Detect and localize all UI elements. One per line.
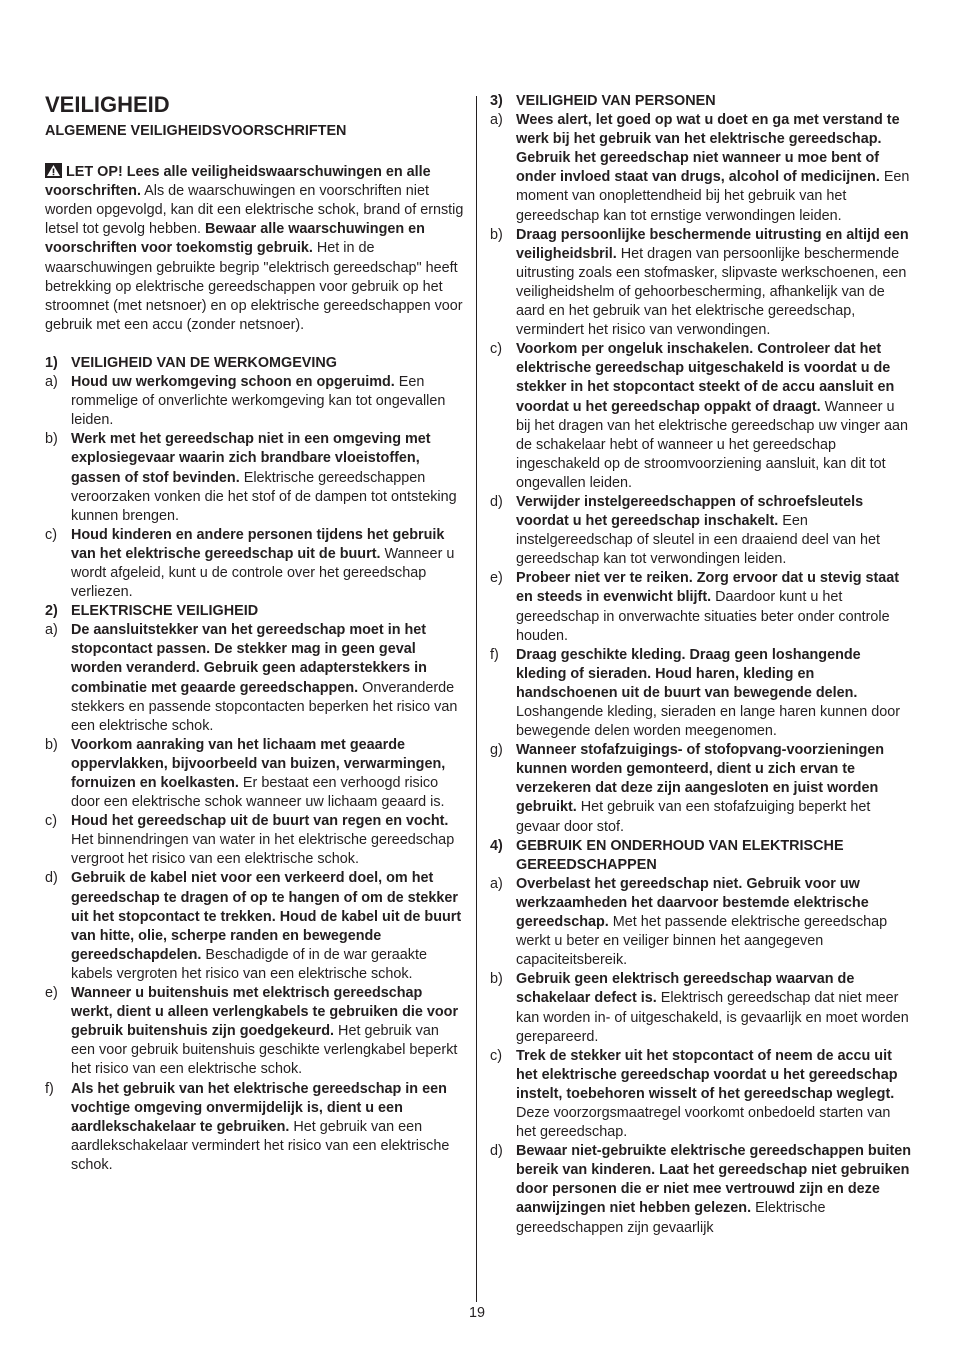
list-item: c) Houd kinderen en andere personen tijdens het gebruik van het elektrische gereedschap uit de buurt. Wanneer u wordt afgeleid, kunt u de controle over het gereedschap verliezen. xyxy=(45,526,455,601)
list-item: g) Wanneer stofafzuigings- of stofopvang-voorzieningen kunnen worden gemonteerd, dient u zich ervan te verzekeren dat deze zijn aangesloten en juist worden gebruikt. Het gebruik van een stofafzuiging beperkt het gevaar door stof. xyxy=(490,742,885,835)
list-item: d) Bewaar niet-gebruikte elektrische gereedschappen buiten bereik van kinderen. Laat het gereedschap niet gebruiken door personen die er niet mee vertrouwd zijn en deze aanwijzingen niet hebben gelezen. Elektrische gereedschappen zijn gevaarlijk xyxy=(490,1143,912,1236)
list-item: a) De aansluitstekker van het gereedschap moet in het stopcontact passen. De stekker mag in geen geval worden veranderd. Gebruik geen adapterstekkers in combinatie met geaarde gereedschappen. Onveranderde stekkers en passende stopcontacten beperken het risico van een elektrische schok. xyxy=(45,622,458,734)
list-item: a) Houd uw werkomgeving schoon en opgeruimd. Een rommelige of onverlichte werkomgeving kan tot ongevallen leiden. xyxy=(45,374,446,429)
warning-text: Als de waarschuwingen en voorschriften niet worden opgevolgd, kan dit een elektrische schok, brand of ernstig letsel tot gevolg hebben. xyxy=(45,183,464,238)
page-number: 19 xyxy=(468,1305,485,1321)
list-item: f) Als het gebruik van het elektrische gereedschap in een vochtige omgeving onvermijdelijk is, dient u een aardlekschakelaar te gebruiken. Het gebruik van een aardlekschakelaar vermindert het risico van een elektrische schok. xyxy=(45,1080,450,1173)
list-item: c) Trek de stekker uit het stopcontact of neem de accu uit het elektrische gereedschap voordat u het gereedschap instelt, toebehoren wisselt of het gereedschap weglegt. Deze voorzorgsmaatregel voorkomt onbedoeld starten van het gereedschap. xyxy=(490,1047,898,1141)
list-item: e) Probeer niet ver te reiken. Zorg ervoor dat u stevig staat en steeds in evenwicht blijft. Daardoor kunt u het gereedschap in onverwachte situaties beter onder controle houden. xyxy=(490,570,900,644)
list-item: d) Gebruik de kabel niet voor een verkeerd doel, om het gereedschap te dragen of op te hangen of om de stekker uit het stopcontact te trekken. Houd de kabel uit de buurt van hitte, olie, scherpe randen en bewegende gereedschapdelen. Beschadigde of in de war geraakte kabels vergroten het risico van een elektrische schok. xyxy=(45,870,462,982)
warning-text-2: Het in de waarschuwingen gebruikte begrip "elektrisch gereedschap" heeft betrekking op elektrische gereedschappen voor gebruik op het stroomnet (met netsnoer) en op elektrische gereedschappen voor gebruik met een accu (zonder netsnoer). xyxy=(45,240,463,333)
list-item: b) Draag persoonlijke beschermende uitrusting en altijd een veiligheidsbril. Het dragen van persoonlijke beschermende uitrusting zoals een stofmasker, slipvaste werkschoenen, een veiligheidshelm of gehoorbescherming, afhankelijk van de aard en het gebruik van het elektrische gereedschap, vermindert het risico van verwondingen. xyxy=(490,226,909,339)
list-item: a) Overbelast het gereedschap niet. Gebruik voor uw werkzaamheden het daarvoor bestemde elektrische gereedschap. Met het passende elektrische gereedschap werkt u beter en veiliger binnen het aangegeven capaciteitsbereik. xyxy=(490,875,888,969)
list-item: d) Verwijder instelgereedschappen of schroefsleutels voordat u het gereedschap inschakelt. Een instelgereedschap of sleutel in een draaiend deel van het gereedschap kan tot verwondingen leiden. xyxy=(490,493,881,568)
subtitle: ALGEMENE VEILIGHEIDSVOORSCHRIFTEN xyxy=(45,123,347,139)
column-divider xyxy=(476,96,477,1302)
warning-triangle-icon xyxy=(45,163,62,178)
list-item: e) Wanneer u buitenshuis met elektrisch gereedschap werkt, dient u alleen verlengkabels te gebruiken die voor gebruik buitenshuis zijn goedgekeurd. Het gebruik van een voor gebruik buitenshuis geschikte verlengkabel beperkt het risico van een elektrische schok. xyxy=(45,985,459,1078)
section-heading-1: 1) VEILIGHEID VAN DE WERKOMGEVING xyxy=(45,354,337,371)
warning-paragraph xyxy=(45,163,465,335)
section-heading-3: 3) VEILIGHEID VAN PERSONEN xyxy=(490,93,716,109)
warning-bold-2: Bewaar alle waarschuwingen en voorschriften voor toekomstig gebruik. xyxy=(45,221,425,257)
warning-bold: LET OP! Lees alle veiligheidswaarschuwingen en alle voorschriften. xyxy=(45,164,431,200)
list-item: f) Draag geschikte kleding. Draag geen loshangende kleding of sieraden. Houd haren, kleding en handschoenen uit de buurt van bewegende delen. Loshangende kleding, sieraden en lange haren kunnen door bewegende delen worden meegenomen. xyxy=(490,646,901,740)
left-column xyxy=(45,92,465,1175)
list-item: b) Gebruik geen elektrisch gereedschap waarvan de schakelaar defect is. Elektrisch gereedschap dat niet meer kan worden in- of uitgeschakeld, is gevaarlijk en moet worden gerepareerd. xyxy=(490,971,909,1045)
list-item: c) Houd het gereedschap uit de buurt van regen en vocht. Het binnendringen van water in het elektrische gereedschap vergroot het risico van een elektrische schok. xyxy=(45,813,455,868)
list-item: b) Voorkom aanraking van het lichaam met geaarde oppervlakken, bijvoorbeeld van buizen, verwarmingen, fornuizen en koelkasten. Er bestaat een verhoogd risico door een elektrische schok wanneer uw lichaam geaard is. xyxy=(45,736,446,811)
list-item: b) Werk met het gereedschap niet in een omgeving met explosiegevaar waarin zich brandbare vloeistoffen, gassen of stof bevinden. Elektrische gereedschappen veroorzaken vonken die het stof of de dampen tot ontsteking kunnen brengen. xyxy=(45,431,457,524)
section-heading-4: 4) GEBRUIK EN ONDERHOUD VAN ELEKTRISCHE GEREEDSCHAPPEN xyxy=(490,837,844,873)
list-item: c) Voorkom per ongeluk inschakelen. Controleer dat het elektrische gereedschap uitgeschakeld is voordat u de stekker in het stopcontact steekt of de accu aansluit en voordat u het gereedschap oppakt of draagt. Wanneer u bij het dragen van het elektrische gereedschap uw vinger aan de schakelaar hebt of wanneer u het gereedschap ingeschakeld op de stroomvoorziening aansluit, kan dit tot ongevallen leiden. xyxy=(490,341,908,491)
list-item: a) Wees alert, let goed op wat u doet en ga met verstand te werk bij het gebruik van het elektrische gereedschap. Gebruik het gereedschap niet wanneer u moe bent of onder invloed staat van drugs, alcohol of medicijnen. Een moment van onoplettendheid bij het gebruik van het gereedschap kan tot ernstige verwondingen leiden. xyxy=(490,112,910,224)
section-heading-2: 2) ELEKTRISCHE VEILIGHEID xyxy=(45,603,259,620)
page-title: VEILIGHEID xyxy=(45,92,170,117)
right-column xyxy=(490,92,912,1238)
